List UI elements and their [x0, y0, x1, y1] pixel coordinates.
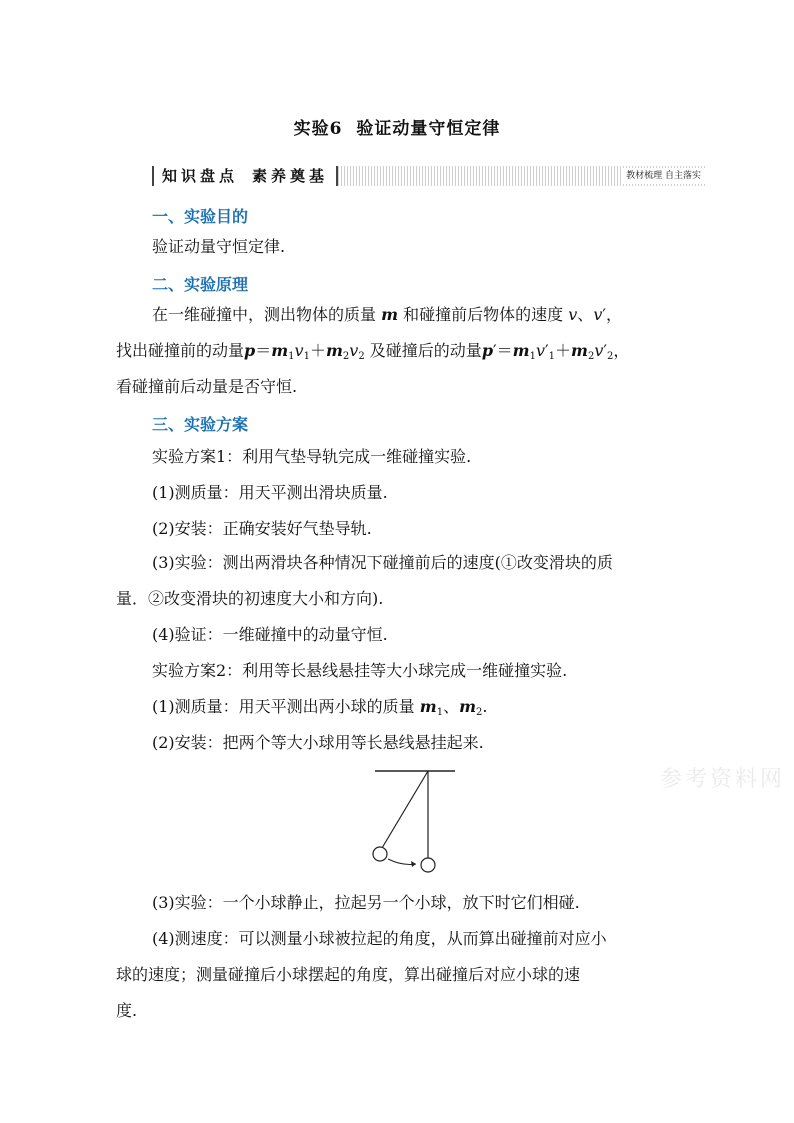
ball-raised [373, 847, 387, 861]
banner-right-label: 教材梳理 自主落实 [622, 168, 705, 184]
plan1-step3-line1: (3)实验：测出两滑块各种情况下碰撞前后的速度(①改变滑块的质 [152, 553, 613, 572]
principle-line-1: 在一维碰撞中，测出物体的质量 m 和碰撞前后物体的速度 v、v′， [152, 305, 622, 324]
page-title: 实验6 验证动量守恒定律 [293, 119, 501, 139]
plan1-step4: (4)验证：一维碰撞中的动量守恒. [152, 625, 388, 644]
paragraph-purpose: 验证动量守恒定律. [152, 237, 286, 256]
principle-line-3: 看碰撞前后动量是否守恒. [116, 377, 298, 396]
plan2-step4-line2: 球的速度；测量碰撞后小球摆起的角度，算出碰撞后对应小球的速 [116, 965, 581, 984]
plan1-step3-line2: 量．②改变滑块的初速度大小和方向). [116, 589, 384, 608]
plan2-step4-line3: 度. [116, 1001, 138, 1020]
heading-plans: 三、实验方案 [152, 415, 249, 434]
string-tilted [382, 771, 428, 848]
section-banner [152, 166, 705, 186]
plan1-step2: (2)安装：正确安装好气垫导轨. [152, 519, 372, 538]
heading-purpose: 一、实验目的 [152, 207, 249, 226]
plan2-step1: (1)测质量：用天平测出两小球的质量 $m_1$、$m_2$. [152, 697, 488, 718]
banner-left-label: 知识盘点 素养奠基 [152, 166, 338, 186]
arrow-head-icon [411, 861, 416, 867]
plan2-step4-line1: (4)测速度：可以测量小球被拉起的角度，从而算出碰撞前对应小 [152, 929, 607, 948]
pendulum-diagram [360, 760, 470, 880]
ball-resting [421, 858, 435, 872]
plan2-title: 实验方案2：利用等长悬线悬挂等大小球完成一维碰撞实验. [152, 661, 568, 680]
plan1-step1: (1)测质量：用天平测出滑块质量. [152, 483, 388, 502]
heading-principle: 二、实验原理 [152, 275, 249, 294]
watermark: 参考资料网 [660, 767, 786, 792]
principle-line-2: 找出碰撞前的动量$p=m_1v_1+m_2v_2$ 及碰撞后的动量$p'=m_1v'_1+m_2v'_2$， [116, 341, 630, 362]
plan2-step2: (2)安装：把两个等大小球用等长悬线悬挂起来. [152, 733, 484, 752]
plan1-title: 实验方案1：利用气垫导轨完成一维碰撞实验. [152, 447, 472, 466]
plan2-step3: (3)实验：一个小球静止，拉起另一个小球，放下时它们相碰. [152, 893, 580, 912]
